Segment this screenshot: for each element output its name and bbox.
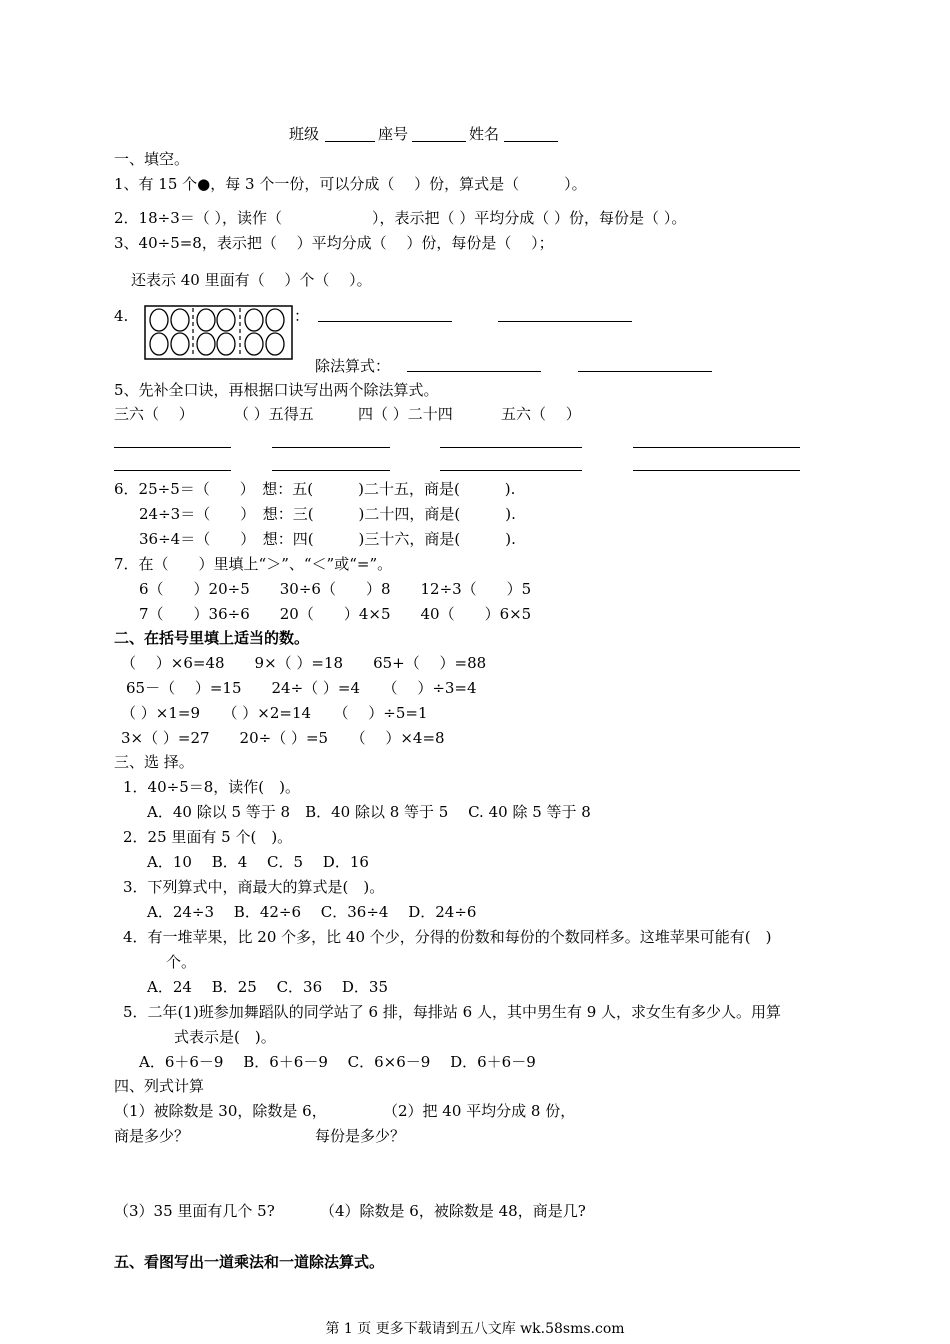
question-1-7b: 7（ ）36÷6 20（ ）4×5 40（ ）6×5 [139,605,532,623]
question-1-4-colon: ： [294,307,310,325]
section-3-title: 三、选 择。 [114,753,194,771]
calc-problem: （3）35 里面有几个 5? [114,1202,275,1220]
section-4-title: 四、列式计算 [114,1077,205,1095]
name-blank[interactable] [504,141,558,142]
answer-blank[interactable] [318,321,452,322]
class-label: 班级 [289,125,320,143]
calc-problem: （2）把 40 平均分成 8 份， [383,1102,576,1120]
answer-blank[interactable] [440,447,582,448]
seat-label: 座号 [378,125,409,143]
choice-options: A．40 除以 5 等于 8 B．40 除以 8 等于 5 C. 40 除 5 等于 8 [147,803,591,821]
answer-blank[interactable] [633,470,800,471]
question-1-7: 7．在（ ）里填上“＞”、“＜”或“=”。 [114,555,393,573]
choice-question-cont: 个。 [166,953,197,971]
answer-blank[interactable] [407,371,541,372]
section-5-title: 五、看图写出一道乘法和一道除法算式。 [114,1253,385,1271]
answer-blank[interactable] [272,470,390,471]
name-label: 姓名 [469,125,500,143]
fill-row: （ ）×6=48 9×（ ）=18 65+（ ）=88 [121,654,487,672]
answer-blank[interactable] [578,371,712,372]
question-1-2: 2．18÷3＝（ ），读作（ ），表示把（ ）平均分成（ ）份，每份是（ ）。 [114,209,687,227]
class-blank[interactable] [325,141,375,142]
question-1-4-label: 4. [114,307,129,325]
choice-question-cont: 式表示是( )。 [174,1028,276,1046]
choice-options: A．24÷3 B．42÷6 C．36÷4 D．24÷6 [147,903,477,921]
multiplication-rhyme: 三六（ ） [114,405,194,423]
answer-blank[interactable] [114,470,231,471]
calc-problem: 每份是多少？ [315,1127,406,1145]
fill-row: （ ）×1=9 （ ）×2=14 （ ）÷5=1 [121,704,428,722]
question-1-6b: 24÷3＝（ ） 想：三( )二十四，商是( ). [139,505,516,523]
choice-question: 1．40÷5＝8，读作( )。 [123,778,300,796]
division-label: 除法算式： [315,357,391,375]
multiplication-rhyme: （ ）五得五 [234,405,314,423]
question-1-6c: 36÷4＝（ ） 想：四( )三十六，商是( ). [139,530,516,548]
seat-blank[interactable] [412,141,466,142]
choice-options: A．6＋6－9 B．6＋6－9 C．6×6－9 D．6＋6－9 [139,1053,536,1071]
calc-problem: （4）除数是 6，被除数是 48，商是几? [320,1202,586,1220]
section-1-title: 一、填空。 [114,150,190,168]
question-1-3-cont: 还表示 40 里面有（ ）个（ ）。 [131,271,372,289]
answer-blank[interactable] [498,321,632,322]
calc-problem: （1）被除数是 30，除数是 6， [114,1102,327,1120]
circles-figure [144,305,294,361]
choice-options: A．10 B．4 C．5 D．16 [147,853,369,871]
fill-row: 3×（ ）=27 20÷（ ）=5 （ ）×4=8 [121,729,445,747]
question-1-1: 1、有 15 个●，每 3 个一份，可以分成（ ）份，算式是（ ）。 [114,175,587,193]
choice-question: 5．二年(1)班参加舞蹈队的同学站了 6 排，每排站 6 人，其中男生有 9 人，求女生有多少人。用算 [123,1003,782,1021]
question-1-6a: 6．25÷5＝（ ） 想：五( )二十五，商是( ). [114,480,516,498]
answer-blank[interactable] [633,447,800,448]
answer-blank[interactable] [114,447,231,448]
answer-blank[interactable] [440,470,582,471]
question-1-7a: 6（ ）20÷5 30÷6（ ）8 12÷3（ ）5 [139,580,532,598]
answer-blank[interactable] [272,447,390,448]
choice-question: 2．25 里面有 5 个( )。 [123,828,293,846]
multiplication-rhyme: 四（ ）二十四 [358,405,453,423]
multiplication-rhyme: 五六（ ） [501,405,581,423]
question-1-5: 5、先补全口诀，再根据口诀写出两个除法算式。 [114,381,439,399]
fill-row: 65－（ ）=15 24÷（ ）=4 （ ）÷3=4 [126,679,477,697]
question-1-3: 3、40÷5=8，表示把（ ）平均分成（ ）份，每份是（ ）； [114,234,554,252]
choice-question: 4．有一堆苹果，比 20 个多，比 40 个少，分得的份数和每份的个数同样多。这堆苹果可能有( ) [123,928,772,946]
choice-question: 3．下列算式中，商最大的算式是( )。 [123,878,385,896]
calc-problem: 商是多少？ [114,1127,190,1145]
choice-options: A．24 B．25 C．36 D．35 [147,978,389,996]
page-footer: 第 1 页 更多下载请到五八文库 wk.58sms.com [325,1321,625,1337]
section-2-title: 二、在括号里填上适当的数。 [114,629,310,647]
